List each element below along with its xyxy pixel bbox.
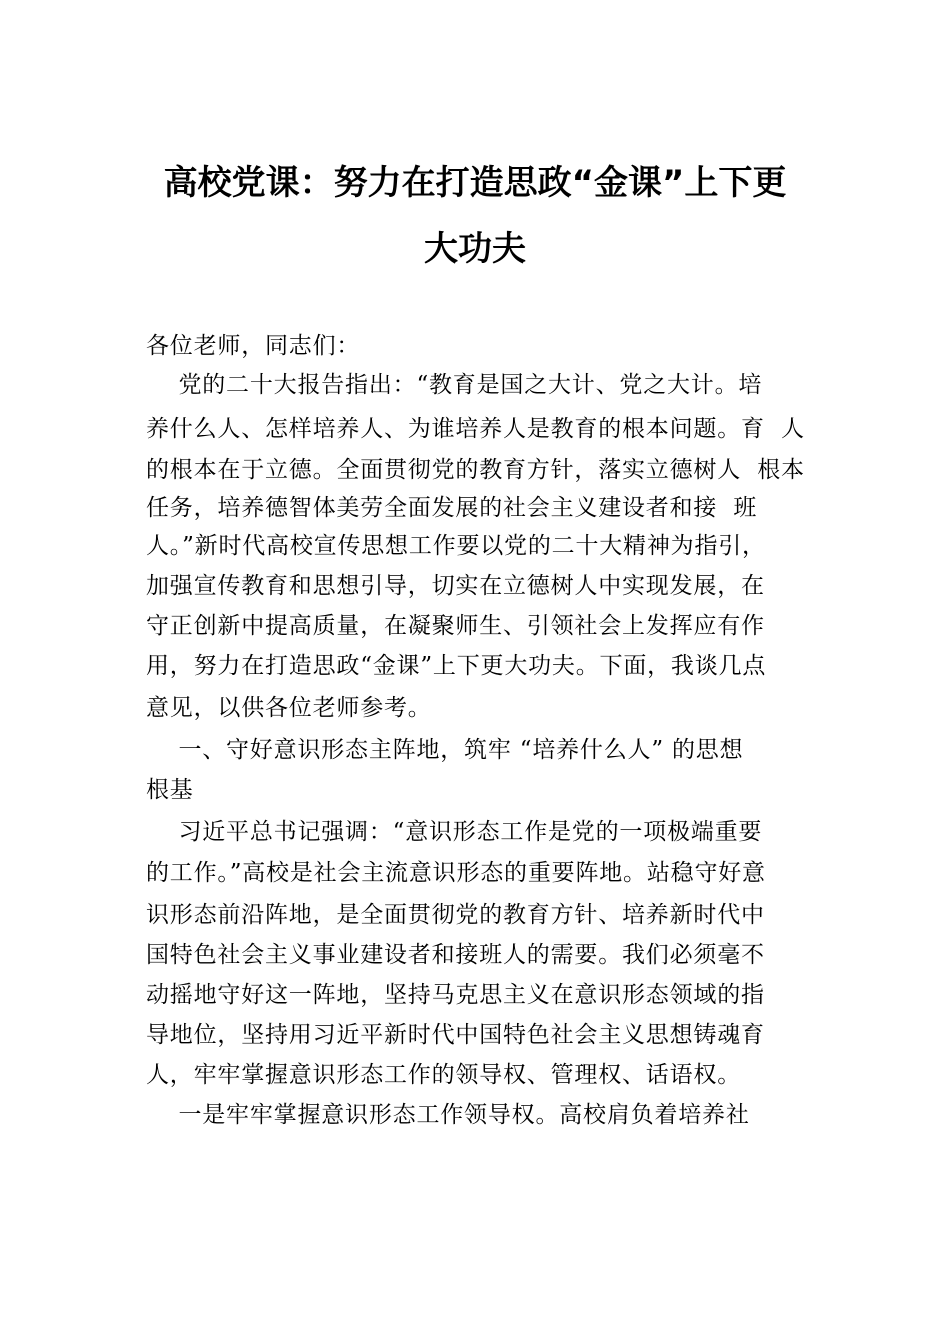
body-line: 国特色社会主义事业建设者和接班人的需要。我们必须毫不 — [146, 942, 765, 968]
salutation: 各位老师，同志们： — [146, 333, 361, 359]
body-line: 一是牢牢掌握意识形态工作领导权。高校肩负着培养社 — [146, 1102, 750, 1128]
body-line: 养什么人、怎样培养人、为谁培养人是教育的根本问题。育 人 — [146, 416, 805, 442]
section-heading-line: 一、守好意识形态主阵地，筑牢 “培养什么人” 的思想 — [146, 737, 744, 763]
body-line: 识形态前沿阵地，是全面贯彻党的教育方针、培养新时代中 — [146, 902, 765, 928]
body-line: 导地位，坚持用习近平新时代中国特色社会主义思想铸魂育 — [146, 1022, 765, 1048]
document-title-line-2: 大功夫 — [424, 229, 526, 269]
document-title-line-1: 高校党课：努力在打造思政“金课”上下更 — [163, 163, 787, 203]
body-line: 用，努力在打造思政“金课”上下更大功夫。下面，我谈几点 — [146, 653, 767, 679]
body-line: 守正创新中提高质量，在凝聚师生、引领社会上发挥应有作 — [146, 613, 765, 639]
body-line: 的根本在于立德。全面贯彻党的教育方针，落实立德树人 根本 — [146, 457, 805, 483]
body-line: 动摇地守好这一阵地，坚持马克思主义在意识形态领域的指 — [146, 982, 765, 1008]
body-line: 的工作。”高校是社会主流意识形态的重要阵地。站稳守好意 — [146, 860, 766, 886]
body-line: 党的二十大报告指出：“教育是国之大计、党之大计。培 — [146, 372, 763, 398]
body-line: 任务，培养德智体美劳全面发展的社会主义建设者和接 班 — [146, 495, 758, 521]
section-heading-line: 根基 — [146, 777, 194, 803]
body-line: 习近平总书记强调：“意识形态工作是党的一项极端重要 — [146, 819, 763, 845]
body-line: 意见，以供各位老师参考。 — [146, 695, 432, 721]
body-line: 人。”新时代高校宣传思想工作要以党的二十大精神为指引， — [146, 533, 766, 559]
body-line: 人，牢牢掌握意识形态工作的领导权、管理权、话语权。 — [146, 1062, 741, 1088]
body-line: 加强宣传教育和思想引导，切实在立德树人中实现发展，在 — [146, 573, 765, 599]
